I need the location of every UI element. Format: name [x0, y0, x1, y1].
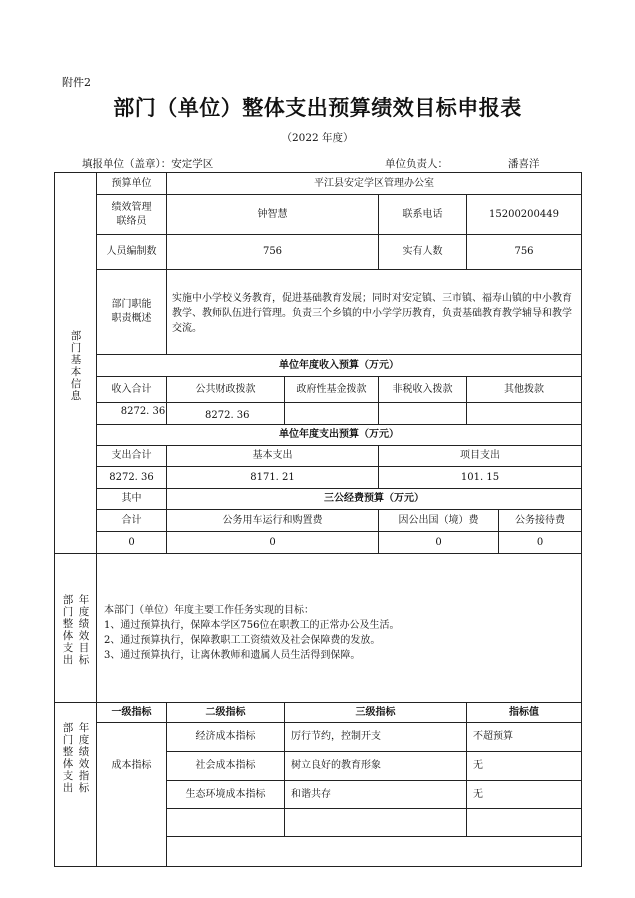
indicator-header-level1: 一级指标 [111, 706, 152, 718]
expense-project-value: 101. 15 [460, 471, 500, 483]
three-total-value: 0 [128, 536, 135, 548]
staff-quota-label: 人员编制数 [106, 246, 157, 257]
section-indicators-label-2: 年度绩效指标 [78, 722, 90, 794]
indicator-row-level3: 和谐共存 [291, 788, 331, 800]
indicator-header-level2: 二级指标 [205, 706, 246, 718]
three-col-total: 合计 [121, 514, 142, 526]
contact-label-line1: 绩效管理 [111, 201, 152, 213]
duty-label-line1: 部门职能 [111, 299, 152, 310]
duty-label-line2: 职责概述 [111, 313, 152, 324]
income-col-total: 收入合计 [111, 383, 152, 395]
indicator-header-value: 指标值 [509, 706, 539, 718]
goals-intro: 本部门（单位）年度主要工作任务实现的目标： [104, 605, 314, 616]
expense-basic-value: 8171. 21 [250, 471, 295, 483]
goals-block [104, 603, 574, 663]
indicator-row-level2: 经济成本指标 [195, 731, 256, 742]
page-title: 部门（单位）整体支出预算绩效目标申报表 [113, 96, 522, 120]
duty-text: 实施中小学校义务教育，促进基础教育发展；同时对安定镇、三市镇、福寿山镇的中小教育教学、教师队伍进行管理。负责三个乡镇的中小学学历教育，负责基础教育教学辅导和教学交流。 [172, 293, 572, 334]
goal-item: 1、通过预算执行，保障本学区756位在职教工的正常办公及生活。 [104, 620, 400, 631]
actual-staff-label: 实有人数 [402, 246, 443, 257]
section-indicators-label-1: 部门整体支出 [62, 722, 74, 794]
section-basic-info-label: 部门基本信息 [70, 330, 82, 402]
of-which-label: 其中 [121, 493, 142, 504]
section-goals-label-2: 年度绩效目标 [78, 594, 90, 666]
indicator-row-level3: 厉行节约，控制开支 [291, 731, 381, 742]
indicator-level1-cost: 成本指标 [111, 759, 152, 771]
duty-label [97, 270, 166, 354]
three-reception-value: 0 [536, 536, 544, 548]
year-label: （2022 年度） [281, 132, 354, 144]
contact-value: 钟智慧 [257, 208, 288, 220]
indicator-row-value: 不超预算 [473, 731, 513, 742]
income-col-other: 其他拨款 [504, 383, 544, 395]
three-col-car: 公务用车运行和购置费 [222, 514, 323, 526]
contact-label [97, 195, 166, 234]
actual-staff-value: 756 [514, 246, 534, 257]
income-col-nontax: 非税收入拨款 [392, 383, 453, 395]
contact-label-line2: 联络员 [116, 215, 147, 227]
expense-col-basic: 基本支出 [252, 450, 293, 461]
attachment-label: 附件2 [62, 76, 91, 89]
phone-value: 15200200449 [489, 208, 559, 220]
fill-unit: 填报单位（盖章）：安定学区 [82, 158, 214, 170]
income-col-fund: 政府性基金拨款 [296, 383, 367, 395]
three-col-reception: 公务接待费 [515, 514, 565, 526]
indicator-row-level3: 树立良好的教育形象 [291, 760, 381, 771]
unit-head-label: 单位负责人： [385, 158, 448, 170]
budget-unit-label: 预算单位 [111, 177, 152, 189]
income-header: 单位年度收入预算（万元） [279, 359, 399, 371]
goal-item: 3、通过预算执行，让离休教师和遗属人员生活得到保障。 [104, 650, 361, 661]
expense-col-project: 项目支出 [460, 450, 500, 461]
phone-label: 联系电话 [402, 208, 443, 220]
three-col-abroad: 因公出国（境）费 [398, 514, 479, 526]
budget-unit-value: 平江县安定学区管理办公室 [314, 177, 434, 189]
goal-item: 2、通过预算执行，保障教职工工资绩效及社会保障费的发放。 [104, 635, 381, 646]
income-total-value: 8272. 36 [120, 406, 166, 417]
income-col-public: 公共财政拨款 [195, 383, 256, 395]
three-abroad-value: 0 [435, 536, 442, 548]
three-car-value: 0 [269, 536, 276, 548]
expense-header: 单位年度支出预算（万元） [279, 429, 399, 440]
section-goals-label-1: 部门整体支出 [62, 594, 74, 666]
staff-quota-value: 756 [262, 246, 283, 257]
unit-head-name: 潘喜洋 [508, 158, 540, 170]
three-public-header: 三公经费预算（万元） [324, 493, 424, 504]
income-public-value: 8272. 36 [205, 410, 250, 421]
indicator-row-level2: 生态环境成本指标 [185, 788, 266, 800]
expense-col-total: 支出合计 [111, 450, 152, 461]
expense-total-value: 8272. 36 [109, 471, 154, 483]
indicator-header-level3: 三级指标 [355, 706, 396, 718]
indicator-row-value: 无 [473, 760, 483, 771]
indicator-row-level2: 社会成本指标 [195, 760, 256, 771]
indicator-row-value: 无 [473, 788, 483, 800]
